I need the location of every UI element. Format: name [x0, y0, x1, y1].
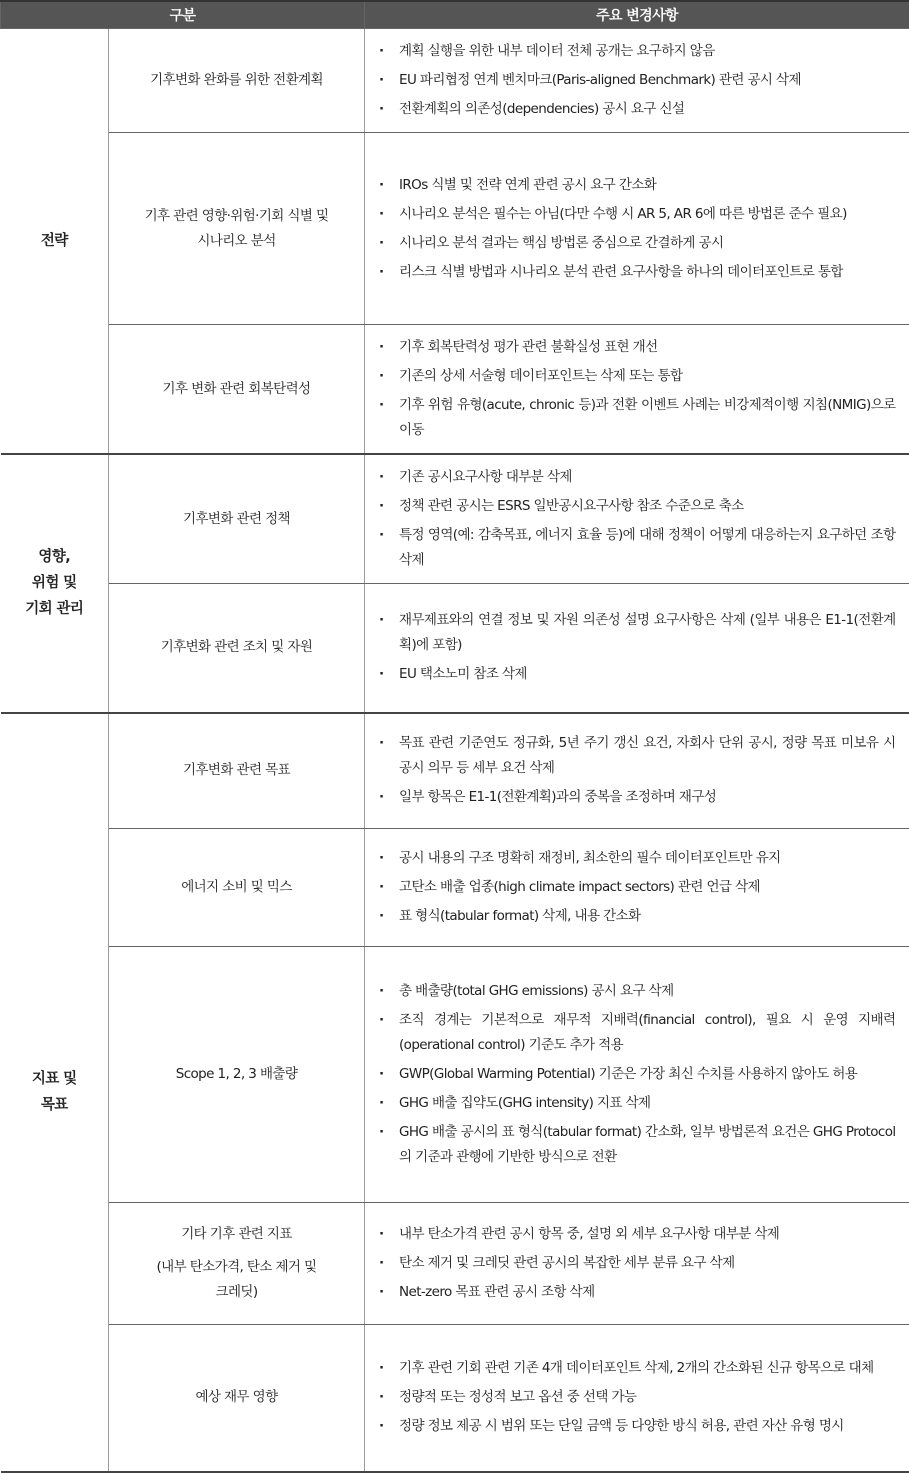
list-item: · 표 형식(tabular format) 삭제, 내용 간소화	[377, 904, 896, 929]
change-list	[377, 465, 896, 573]
category-label: 영향,	[1, 544, 109, 570]
list-item: · 재무제표와의 연결 정보 및 자원 의존성 설명 요구사항은 삭제 (일부 내용은 E1-1(전환계획)에 포함)	[377, 608, 896, 658]
list-item: · 리스크 식별 방법과 시나리오 분석 관련 요구사항을 하나의 데이터포인트로 통합	[377, 260, 896, 285]
list-item: · 기후 회복탄력성 평가 관련 불확실성 표현 개선	[377, 335, 896, 360]
subcategory-label: 기후변화 완화를 위한 전환계획	[127, 68, 346, 93]
details-cell	[365, 325, 909, 455]
list-item: · 특정 영역(예: 감축목표, 에너지 효율 등)에 대해 정책이 어떻게 대응하는지 요구하던 조항 삭제	[377, 523, 896, 573]
list-item: · 총 배출량(total GHG emissions) 공시 요구 삭제	[377, 979, 896, 1004]
subcategory-cell	[109, 133, 365, 325]
list-item: · EU 택소노미 참조 삭제	[377, 662, 896, 687]
list-item: · 시나리오 분석 결과는 핵심 방법론 중심으로 간결하게 공시	[377, 231, 896, 256]
change-list	[377, 335, 896, 443]
subcategory-label: 기후변화 관련 정책	[127, 507, 346, 532]
table-row	[1, 1325, 909, 1472]
subcategory-label: 기후변화 관련 조치 및 자원	[127, 635, 346, 660]
details-cell	[365, 1203, 909, 1325]
details-cell	[365, 1325, 909, 1472]
subcategory-cell	[109, 1325, 365, 1472]
list-item: · 정책 관련 공시는 ESRS 일반공시요구사항 참조 수준으로 축소	[377, 494, 896, 519]
table-row	[1, 1203, 909, 1325]
table-body	[1, 29, 909, 1472]
subcategory-label: 예상 재무 영향	[127, 1385, 346, 1410]
details-cell	[365, 29, 909, 133]
subcategory-label: 시나리오 분석	[127, 229, 346, 254]
category-label: 위험 및	[1, 570, 109, 596]
list-item: · 조직 경계는 기본적으로 재무적 지배력(financial control), 필요 시 운영 지배력(operational control) 기준도 추가 적용	[377, 1008, 896, 1058]
subcategory-label: 기타 기후 관련 지표	[127, 1222, 346, 1247]
details-cell	[365, 133, 909, 325]
table-row	[1, 713, 909, 829]
table-row	[1, 454, 909, 584]
category-cell	[1, 713, 109, 1472]
list-item: · 기존의 상세 서술형 데이터포인트는 삭제 또는 통합	[377, 364, 896, 389]
subcategory-label: (내부 탄소가격, 탄소 제거 및	[127, 1255, 346, 1280]
list-item: · 내부 탄소가격 관련 공시 항목 중, 설명 외 세부 요구사항 대부분 삭제	[377, 1222, 896, 1247]
list-item: · 전환계획의 의존성(dependencies) 공시 요구 신설	[377, 97, 896, 122]
details-cell	[365, 584, 909, 713]
category-cell	[1, 29, 109, 455]
subcategory-label: 기후 변화 관련 회복탄력성	[127, 377, 346, 402]
category-label: 전략	[1, 228, 109, 254]
list-item: · 계획 실행을 위한 내부 데이터 전체 공개는 요구하지 않음	[377, 39, 896, 64]
details-cell	[365, 829, 909, 947]
subcategory-cell	[109, 947, 365, 1203]
details-cell	[365, 454, 909, 584]
subcategory-label: 에너지 소비 및 믹스	[127, 875, 346, 900]
table-row	[1, 947, 909, 1203]
list-item: · 정량 정보 제공 시 범위 또는 단일 금액 등 다양한 방식 허용, 관련 자산 유형 명시	[377, 1414, 896, 1439]
change-list	[377, 608, 896, 687]
table-row	[1, 829, 909, 947]
list-item: · IROs 식별 및 전략 연계 관련 공시 요구 간소화	[377, 173, 896, 198]
change-list	[377, 1356, 896, 1439]
subcategory-cell	[109, 829, 365, 947]
list-item: · 탄소 제거 및 크레딧 관련 공시의 복잡한 세부 분류 요구 삭제	[377, 1251, 896, 1276]
list-item: · 고탄소 배출 업종(high climate impact sectors) 관련 언급 삭제	[377, 875, 896, 900]
subcategory-cell	[109, 29, 365, 133]
table-row	[1, 584, 909, 713]
table-header-row	[1, 1, 909, 29]
list-item: · 기후 위험 유형(acute, chronic 등)과 전환 이벤트 사례는 비강제적이행 지침(NMIG)으로 이동	[377, 393, 896, 443]
subcategory-label: 기후 관련 영향·위험·기회 식별 및	[127, 204, 346, 229]
change-list	[377, 979, 896, 1170]
list-item: · Net-zero 목표 관련 공시 조항 삭제	[377, 1280, 896, 1305]
change-list	[377, 731, 896, 810]
list-item: · EU 파리협정 연계 벤치마크(Paris-aligned Benchmark) 관련 공시 삭제	[377, 68, 896, 93]
subcategory-label: 크레딧)	[127, 1280, 346, 1305]
category-label: 기회 관리	[1, 596, 109, 622]
list-item: · 목표 관련 기준연도 정규화, 5년 주기 갱신 요건, 자회사 단위 공시, 정량 목표 미보유 시 공시 의무 등 세부 요건 삭제	[377, 731, 896, 781]
list-item: · 공시 내용의 구조 명확히 재정비, 최소한의 필수 데이터포인트만 유지	[377, 846, 896, 871]
subcategory-cell	[109, 584, 365, 713]
subcategory-label: Scope 1, 2, 3 배출량	[127, 1062, 346, 1087]
header-changes: 주요 변경사항	[365, 1, 909, 29]
table-row	[1, 325, 909, 455]
category-label: 지표 및	[1, 1066, 109, 1092]
change-list	[377, 173, 896, 285]
subcategory-cell	[109, 713, 365, 829]
subcategory-cell	[109, 1203, 365, 1325]
change-list	[377, 846, 896, 929]
table-row	[1, 29, 909, 133]
list-item: · 기존 공시요구사항 대부분 삭제	[377, 465, 896, 490]
category-cell	[1, 454, 109, 713]
details-cell	[365, 947, 909, 1203]
category-label: 목표	[1, 1092, 109, 1118]
details-cell	[365, 713, 909, 829]
list-item: · GHG 배출 공시의 표 형식(tabular format) 간소화, 일부 방법론적 요건은 GHG Protocol의 기준과 관행에 기반한 방식으로 전환	[377, 1120, 896, 1170]
subcategory-cell	[109, 325, 365, 455]
subcategory-label: 기후변화 관련 목표	[127, 758, 346, 783]
list-item: · GWP(Global Warming Potential) 기준은 가장 최신 수치를 사용하지 않아도 허용	[377, 1062, 896, 1087]
list-item: · 기후 관련 기회 관련 기존 4개 데이터포인트 삭제, 2개의 간소화된 신규 항목으로 대체	[377, 1356, 896, 1381]
list-item: · 시나리오 분석은 필수는 아님(다만 수행 시 AR 5, AR 6에 따른 방법론 준수 필요)	[377, 202, 896, 227]
change-list	[377, 1222, 896, 1305]
header-category: 구분	[1, 1, 365, 29]
list-item: · GHG 배출 집약도(GHG intensity) 지표 삭제	[377, 1091, 896, 1116]
list-item: · 정량적 또는 정성적 보고 옵션 중 선택 가능	[377, 1385, 896, 1410]
change-list	[377, 39, 896, 122]
list-item: · 일부 항목은 E1-1(전환계획)과의 중복을 조정하며 재구성	[377, 785, 896, 810]
table-row	[1, 133, 909, 325]
subcategory-cell	[109, 454, 365, 584]
